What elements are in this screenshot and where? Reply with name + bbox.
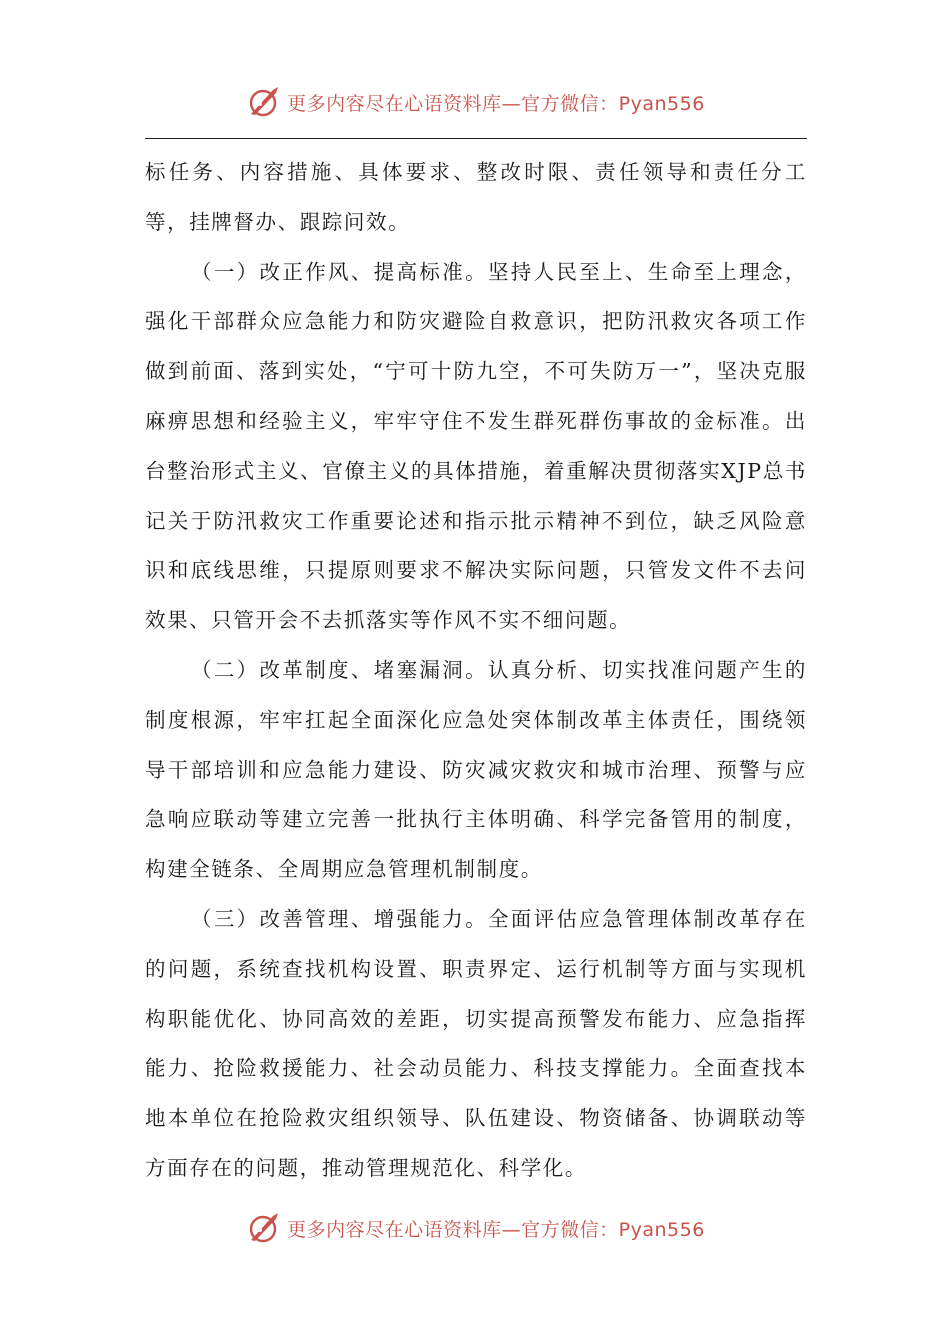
paragraph-continuation: 标任务、内容措施、具体要求、整改时限、责任领导和责任分工等，挂牌督办、跟踪问效。 [145,160,807,234]
paragraph-section-2: （二）改革制度、堵塞漏洞。认真分析、切实找准问题产生的制度根源，牢牢扛起全面深化应急处突体制改革主体责任，围绕领导干部培训和应急能力建设、防灾减灾救灾和城市治理、预警与应急响应联动等建立完善一批执行主体明确、科学完备管用的制度，构建全链条、全周期应急管理机制制度。 [145,657,807,882]
paragraph-section-3: （三）改善管理、增强能力。全面评估应急管理体制改革存在的问题，系统查找机构设置、职责界定、运行机制等方面与实现机构职能优化、协同高效的差距，切实提高预警发布能力、应急指挥能力、抢险救援能力、社会动员能力、科技支撑能力。全面查找本地本单位在抢险救灾组织领导、队伍建设、物资储备、协调联动等方面存在的问题，推动管理规范化、科学化。 [145,906,807,1180]
document-body [145,148,807,1194]
footer-banner [0,1210,950,1246]
header-banner [0,84,950,120]
paragraph-section-1: （一）改正作风、提高标准。坚持人民至上、生命至上理念，强化干部群众应急能力和防灾避险自救意识，把防汛救灾各项工作做到前面、落到实处，“宁可十防九空，不可失防万一”，坚决克服麻痹思想和经验主义，牢牢守住不发生群死群伤事故的金标准。出台整治形式主义、官僚主义的具体措施，着重解决贯彻落实XJP总书记关于防汛救灾工作重要论述和指示批示精神不到位，缺乏风险意识和底线思维，只提原则要求不解决实际问题，只管发文件不去问效果、只管开会不去抓落实等作风不实不细问题。 [145,259,807,633]
header-banner-text: 更多内容尽在心语资料库—官方微信：Pyan556 [287,92,705,115]
quill-pen-logo-icon [245,1210,281,1246]
quill-pen-logo-icon [245,84,281,120]
footer-banner-text: 更多内容尽在心语资料库—官方微信：Pyan556 [287,1218,705,1241]
header-divider [145,138,807,139]
